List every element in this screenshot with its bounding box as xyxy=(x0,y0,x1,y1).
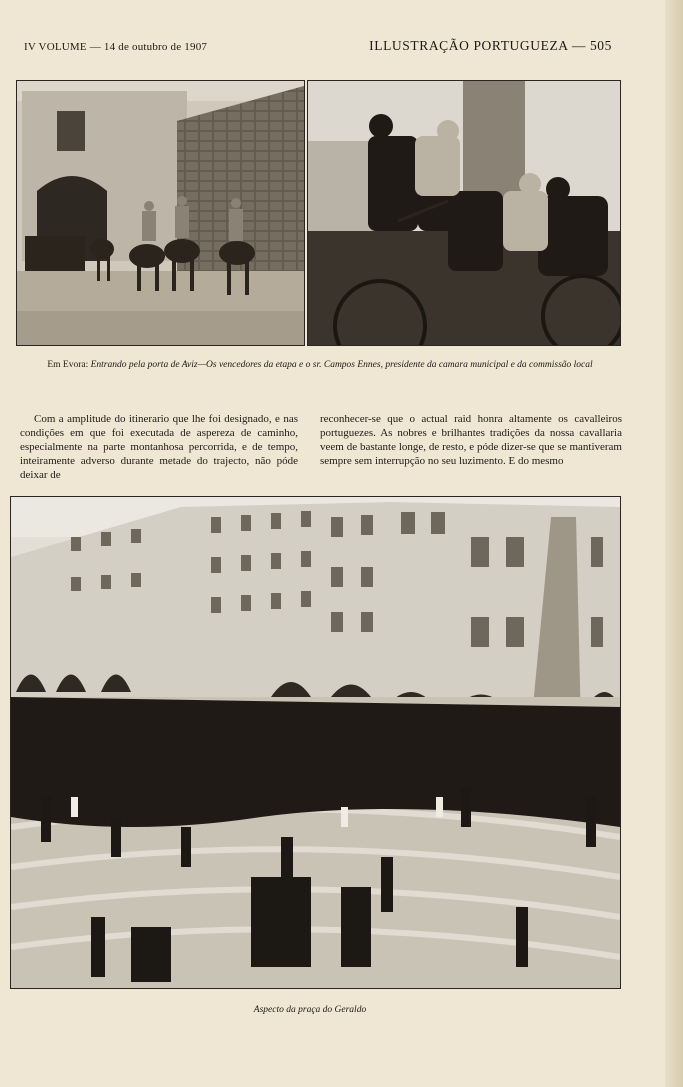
photo-caption-bottom: Aspecto da praça do Geraldo xyxy=(253,1005,367,1015)
article-column-left: Com a amplitude do itinerario que lhe foi designado, e nas condições em que foi executada de aspereza de caminho, especialmente na parte montanhosa percorrida, e de tempo, inteiramente adverso durante metade do trajecto, não póde deixar de xyxy=(20,413,298,481)
photo-crowd-in-square xyxy=(10,496,621,989)
photo-caption-top xyxy=(20,360,620,371)
magazine-title-page-number: ILLUSTRAÇÃO PORTUGUEZA — 505 xyxy=(369,38,612,53)
volume-date: IV VOLUME — 14 de outubro de 1907 xyxy=(24,41,208,53)
page-header xyxy=(24,38,612,58)
photo-riders-entering-gate xyxy=(16,80,305,346)
caption-place: Em Evora: xyxy=(47,360,89,370)
caption-description: Entrando pela porta de Aviz—Os vencedores da etapa e o sr. Campos Ennes, presidente da camara municipal e da commissão local xyxy=(90,360,593,370)
page-edge xyxy=(665,0,683,1087)
article-column-right: reconhecer-se que o actual raid honra altamente os cavalleiros portuguezes. As nobres e brilhantes tradições da nossa cavallaria veem de bastante longe, de resto, e póde dizer-se que se mantiveram sempre sem interrupção no seu luzimento. E do mesmo xyxy=(320,413,622,467)
photo-winners-in-carriage xyxy=(307,80,621,346)
